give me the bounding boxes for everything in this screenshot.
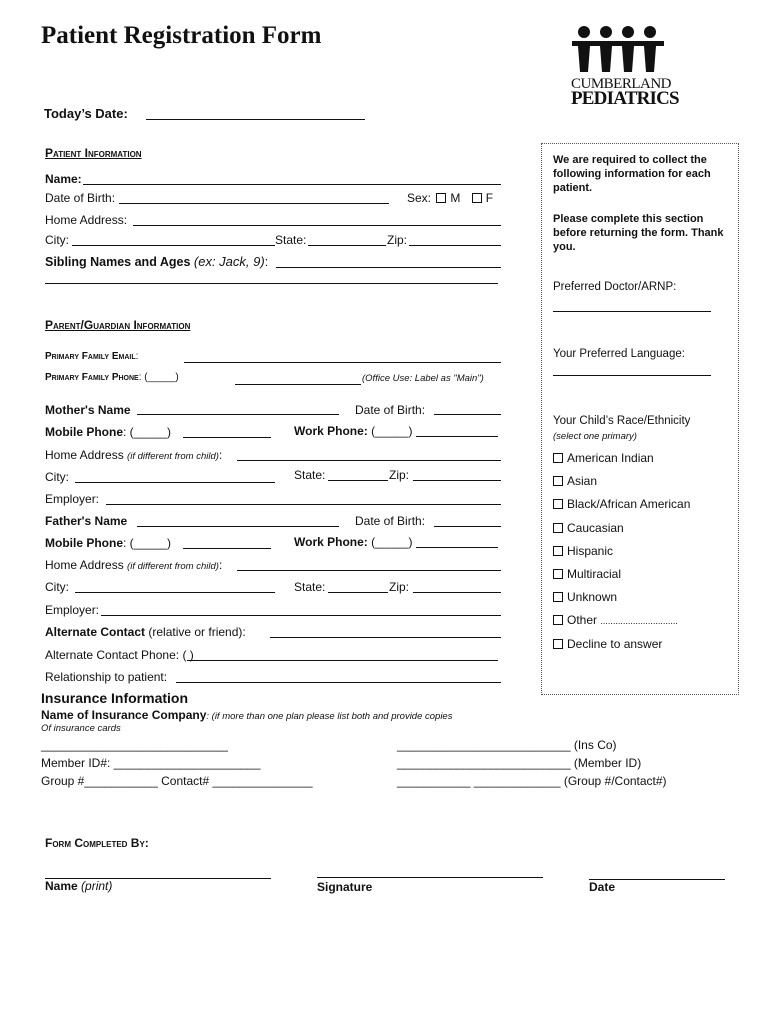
name-hint: (print) bbox=[81, 879, 113, 893]
alt-phone-field[interactable] bbox=[187, 660, 498, 661]
form-completed-by: Form Completed By: bbox=[45, 836, 149, 850]
ins-co-field[interactable]: __________________________ (Ins Co) bbox=[397, 738, 617, 752]
mother-home-address-field[interactable] bbox=[237, 460, 501, 461]
signature-label: Signature bbox=[317, 880, 373, 894]
mother-home-address-group: Home Address (if different from child): bbox=[45, 448, 223, 462]
checkbox-icon[interactable] bbox=[553, 639, 563, 649]
father-name-field[interactable] bbox=[137, 526, 339, 527]
race-option-caucasian[interactable] bbox=[551, 521, 624, 535]
mother-mobile-field[interactable] bbox=[183, 437, 271, 438]
sex-label: Sex: bbox=[407, 191, 432, 205]
patient-zip-label: Zip: bbox=[387, 233, 408, 247]
mother-work-area: (_____) bbox=[371, 424, 413, 438]
alternate-contact-group bbox=[45, 625, 246, 639]
patient-home-address-field[interactable] bbox=[133, 225, 501, 226]
checkbox-icon[interactable] bbox=[553, 592, 563, 602]
sibling-label-group bbox=[45, 254, 268, 269]
mother-city-label: City: bbox=[45, 470, 69, 484]
father-work-area: (_____) bbox=[371, 535, 413, 549]
patient-city-label: City: bbox=[45, 233, 69, 247]
mother-dob-label: Date of Birth: bbox=[355, 403, 426, 417]
mother-mobile-label: Mobile Phone bbox=[45, 425, 123, 439]
mother-name-field[interactable] bbox=[137, 414, 339, 415]
mother-zip-field[interactable] bbox=[413, 480, 501, 481]
father-state-field[interactable] bbox=[328, 592, 388, 593]
checkbox-icon[interactable] bbox=[553, 615, 563, 625]
date-label: Date bbox=[589, 880, 616, 894]
father-zip-label: Zip: bbox=[389, 580, 410, 594]
father-mobile-label: Mobile Phone bbox=[45, 536, 123, 550]
sex-f-checkbox[interactable] bbox=[472, 193, 482, 203]
checkbox-icon[interactable] bbox=[553, 546, 563, 556]
race-option-label: Asian bbox=[567, 474, 598, 488]
other-specify-field[interactable]: ............................... bbox=[600, 616, 678, 626]
father-employer-label: Employer: bbox=[45, 603, 100, 617]
father-work-field[interactable] bbox=[416, 547, 498, 548]
mother-employer-field[interactable] bbox=[106, 504, 501, 505]
primary-phone-label-group: Primary Family Phone: (_____) bbox=[45, 372, 179, 383]
children-figures-icon bbox=[568, 24, 668, 76]
alt-phone-label: Alternate Contact Phone: bbox=[45, 648, 180, 662]
father-home-address-field[interactable] bbox=[237, 570, 501, 571]
logo-line1: CUMBERLAND bbox=[571, 76, 672, 92]
father-name-label: Father's Name bbox=[45, 514, 128, 528]
race-option-label: Black/African American bbox=[567, 497, 691, 511]
race-option-american-indian[interactable] bbox=[551, 451, 654, 465]
race-option-multiracial[interactable] bbox=[551, 567, 621, 581]
group-contact-field[interactable]: Group #___________ Contact# _______________ bbox=[41, 774, 313, 788]
mother-dob-field[interactable] bbox=[434, 414, 501, 415]
sibling-colon: : bbox=[264, 255, 269, 269]
sidebar-intro: We are required to collect the following information for each patient. bbox=[553, 154, 711, 194]
father-zip-field[interactable] bbox=[413, 592, 501, 593]
insurance-company-blank[interactable]: ____________________________ bbox=[41, 738, 228, 752]
patient-city-field[interactable] bbox=[72, 245, 275, 246]
todays-date-field[interactable] bbox=[146, 119, 365, 120]
father-city-label: City: bbox=[45, 580, 69, 594]
race-option-label: Other bbox=[567, 613, 598, 627]
checkbox-icon[interactable] bbox=[553, 453, 563, 463]
patient-name-label: Name: bbox=[45, 172, 82, 186]
checkbox-icon[interactable] bbox=[553, 523, 563, 533]
patient-state-label: State: bbox=[275, 233, 307, 247]
logo-line2: PEDIATRICS bbox=[571, 88, 679, 109]
preferred-doctor-field[interactable] bbox=[553, 311, 711, 312]
office-use-note: (Office Use: Label as "Main") bbox=[362, 373, 484, 384]
race-option-asian[interactable] bbox=[551, 474, 597, 488]
race-option-label: American Indian bbox=[567, 451, 654, 465]
race-option-hispanic[interactable] bbox=[551, 544, 613, 558]
patient-sex bbox=[407, 191, 493, 205]
mother-zip-label: Zip: bbox=[389, 468, 410, 482]
race-option-black[interactable] bbox=[551, 497, 690, 511]
relationship-field[interactable] bbox=[176, 682, 501, 683]
sibling-field[interactable] bbox=[276, 267, 501, 268]
member-id-field[interactable]: Member ID#: ______________________ bbox=[41, 756, 261, 770]
race-option-label: Unknown bbox=[567, 590, 618, 604]
insurance-company-label: Name of Insurance Company bbox=[41, 708, 207, 722]
cumberland-logo bbox=[568, 24, 679, 110]
race-option-unknown[interactable] bbox=[551, 590, 617, 604]
name-print-label-group bbox=[45, 879, 112, 893]
patient-dob-label: Date of Birth: bbox=[45, 191, 116, 205]
sibling-label: Sibling Names and Ages bbox=[45, 255, 191, 269]
mother-work-group bbox=[294, 424, 413, 438]
mother-work-label: Work Phone: bbox=[294, 424, 368, 438]
race-option-label: Hispanic bbox=[567, 544, 614, 558]
checkbox-icon[interactable] bbox=[553, 569, 563, 579]
father-mobile-field[interactable] bbox=[183, 548, 271, 549]
sex-m-label: M bbox=[450, 191, 461, 205]
sex-m-checkbox[interactable] bbox=[436, 193, 446, 203]
alt-phone-group bbox=[45, 648, 194, 662]
patient-state-field[interactable] bbox=[308, 245, 386, 246]
alternate-contact-hint: (relative or friend): bbox=[148, 625, 246, 639]
todays-date-label: Today’s Date: bbox=[44, 106, 128, 121]
race-option-label: Caucasian bbox=[567, 521, 624, 535]
name-label: Name bbox=[45, 879, 78, 893]
insurance-title: Insurance Information bbox=[41, 690, 189, 706]
insurance-company-hint: : (if more than one plan please list both and provide copies bbox=[206, 711, 453, 722]
insurance-company-hint2: Of insurance cards bbox=[41, 723, 121, 734]
race-option-label: Multiracial bbox=[567, 567, 622, 581]
sex-f-label: F bbox=[485, 191, 494, 205]
alternate-contact-field[interactable] bbox=[270, 637, 501, 638]
patient-zip-field[interactable] bbox=[409, 245, 501, 246]
race-option-label: Decline to answer bbox=[567, 637, 663, 651]
patient-section-title: Patient Information bbox=[45, 146, 142, 160]
father-home-address-label: Home Address bbox=[45, 558, 124, 572]
father-dob-field[interactable] bbox=[434, 526, 501, 527]
sibling-example: (ex: Jack, 9) bbox=[193, 254, 265, 269]
alternate-contact-label: Alternate Contact bbox=[45, 625, 146, 639]
mother-if-different: (if different from child) bbox=[127, 451, 219, 462]
mother-name-label: Mother's Name bbox=[45, 403, 131, 417]
sidebar-complete-note: Please complete this section before returning the form. Thank you. bbox=[553, 213, 724, 253]
sibling-field-line2[interactable] bbox=[45, 283, 498, 284]
patient-name-field[interactable] bbox=[83, 184, 501, 185]
alt-phone-area: ( ) bbox=[182, 648, 194, 662]
mother-city-field[interactable] bbox=[75, 482, 275, 483]
signature-field[interactable] bbox=[317, 877, 543, 878]
father-work-group bbox=[294, 535, 413, 549]
father-home-address-group: Home Address (if different from child): bbox=[45, 558, 223, 572]
father-state-label: State: bbox=[294, 580, 326, 594]
race-label: Your Child’s Race/Ethnicity bbox=[553, 415, 691, 427]
preferred-doctor-label: Preferred Doctor/ARNP: bbox=[553, 281, 677, 293]
race-hint: (select one primary) bbox=[553, 431, 637, 442]
member-id-secondary-field[interactable]: __________________________ (Member ID) bbox=[397, 756, 642, 770]
primary-email-label-group: Primary Family Email: bbox=[45, 351, 139, 362]
primary-phone-area: (_____) bbox=[144, 372, 179, 383]
checkbox-icon[interactable] bbox=[553, 499, 563, 509]
father-if-different: (if different from child) bbox=[127, 561, 219, 572]
father-dob-label: Date of Birth: bbox=[355, 514, 426, 528]
father-mobile-area: (_____) bbox=[129, 536, 172, 550]
group-contact-secondary-field[interactable]: ___________ _____________ (Group #/Contact#) bbox=[397, 774, 667, 788]
mother-mobile-group: Mobile Phone: (_____) bbox=[45, 425, 172, 439]
race-option-decline[interactable] bbox=[551, 637, 662, 651]
guardian-section-title: Parent/Guardian Information bbox=[45, 318, 191, 332]
father-mobile-group: Mobile Phone: (_____) bbox=[45, 536, 172, 550]
father-city-field[interactable] bbox=[75, 592, 275, 593]
mother-state-label: State: bbox=[294, 468, 326, 482]
insurance-company-group bbox=[41, 708, 452, 722]
preferred-language-label: Your Preferred Language: bbox=[553, 348, 685, 360]
demographics-sidebar bbox=[541, 143, 739, 695]
race-option-other[interactable] bbox=[551, 613, 678, 627]
primary-phone-label: Primary Family Phone bbox=[45, 372, 139, 383]
primary-phone-field[interactable] bbox=[235, 384, 361, 385]
mother-state-field[interactable] bbox=[328, 480, 388, 481]
relationship-label: Relationship to patient: bbox=[45, 670, 168, 684]
father-work-label: Work Phone: bbox=[294, 535, 368, 549]
preferred-language-field[interactable] bbox=[553, 375, 711, 376]
mother-mobile-area: (_____) bbox=[129, 425, 172, 439]
page-title: Patient Registration Form bbox=[41, 22, 322, 49]
mother-home-address-label: Home Address bbox=[45, 448, 124, 462]
primary-email-field[interactable] bbox=[184, 362, 501, 363]
checkbox-icon[interactable] bbox=[553, 476, 563, 486]
primary-email-label: Primary Family Email bbox=[45, 351, 136, 362]
patient-home-address-label: Home Address: bbox=[45, 213, 128, 227]
mother-employer-label: Employer: bbox=[45, 492, 100, 506]
mother-work-field[interactable] bbox=[416, 436, 498, 437]
patient-dob-field[interactable] bbox=[119, 203, 389, 204]
father-employer-field[interactable] bbox=[101, 615, 501, 616]
